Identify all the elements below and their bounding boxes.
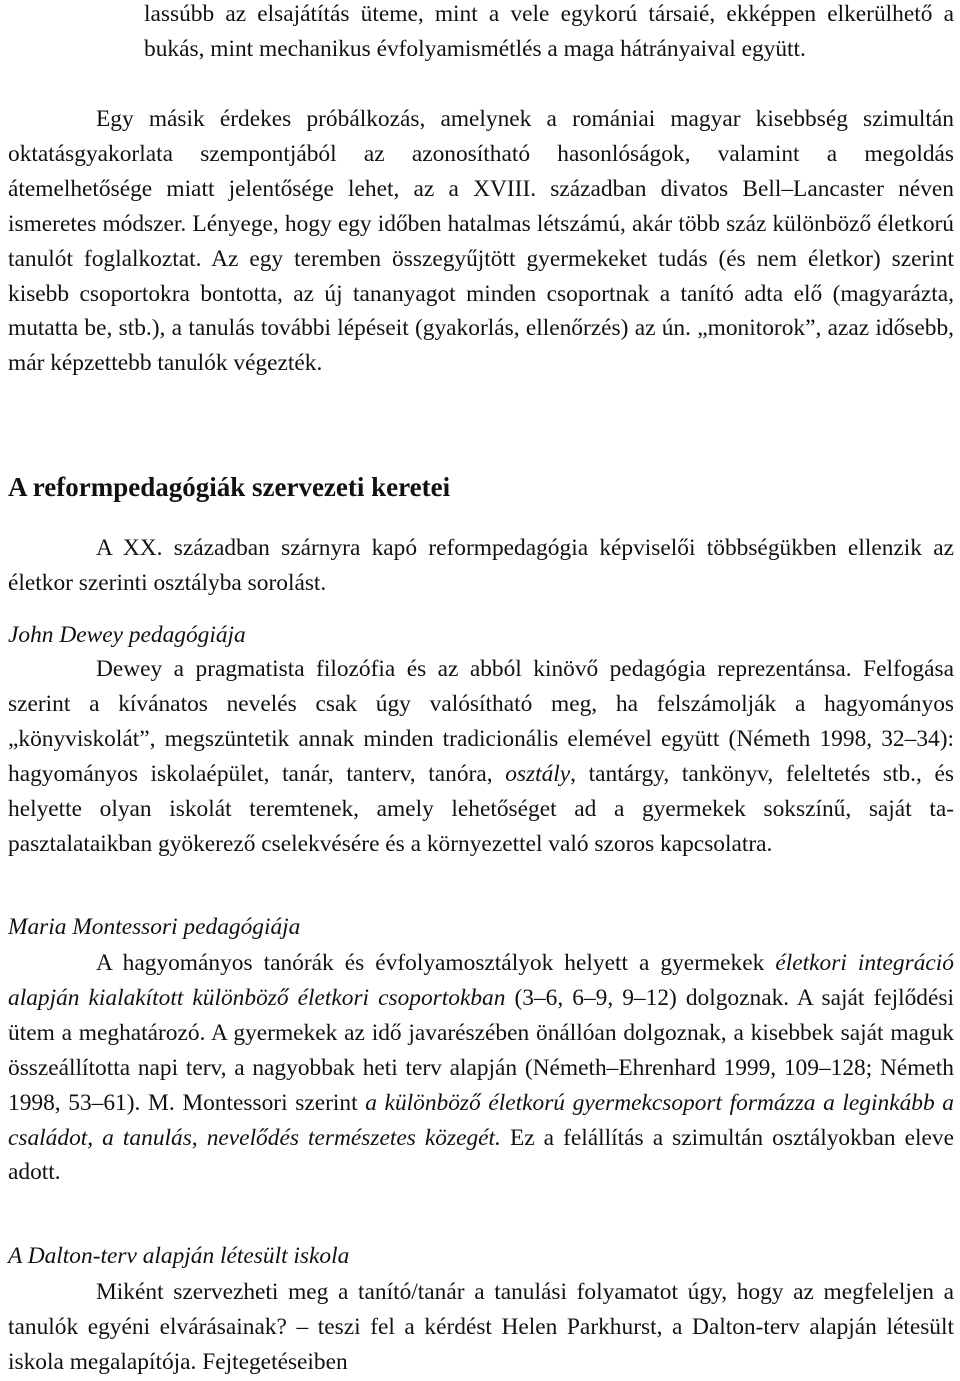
dewey-text-part2: , tantárgy, tankönyv, feleltetés stb., és helyette olyan iskolát teremtenek, amely lehetőséget ad a gyermekek sokszínű, saját tapasztalataikban gyökerező cselekvésére és a környezettel való szoros kapcsolatra. [8, 760, 954, 857]
paragraph-montessori [8, 946, 954, 1190]
montessori-text-part2: (3–6, 6–9, 9–12) dolgoznak. A saját fejlődési ütem a meghatározó. A gyermekek az idő javarészében önállóan dolgoznak, a kisebbek saját maguk összeállította napi terv, a nagyobbak heti terv alapján (Németh–Ehrenhard 1999, 109–128; Németh 1998, 53–61). M. Montessori szerint [8, 984, 954, 1116]
paragraph-dalton: Miként szervezheti meg a tanító/tanár a tanulási folyamatot úgy, hogy az megfeleljen a tanulók egyéni elvárásainak? – teszi fel a kérdést Helen Parkhurst, a Dalton-terv alapján létesült iskola megalapítója. Fejtegetéseiben [8, 1279, 954, 1375]
montessori-text-part1: A hagyományos tanórák és évfolyamosztályok helyett a gyermekek [96, 950, 776, 976]
paragraph-reform-intro: A XX. században szárnyra kapó reformpedagógia képviselői többségükben ellenzik az életkor szerinti osztályba sorolást. [8, 535, 954, 596]
dewey-text-emphasis: osztály [505, 760, 571, 787]
paragraph-bell-lancaster: Egy másik érdekes próbálkozás, amelynek a romániai magyar kisebbség szimultán oktatásgyakorlata szempontjából az azonosítható hasonlóságok, valamint a megoldás átemelhetősége miatt jelentősége lehet, az a XVIII. században divatos Bell–Lancaster néven ismeretes módszer. Lényege, hogy egy időben hatalmas létszámú, akár több száz különböző életkorú tanulót foglalkoztat. Az egy teremben összegyűjtött gyermekeket tudás (és nem életkor) szerint kisebb csoportokra bontotta, az új tananyagot minden csoportnak a tanító adta elő (magyarázta, mutatta be, stb.), a tanulás további lépéseit (gyakorlás, ellenőrzés) az ún. „monitorok”, azaz idősebb, már képzettebb tanulók végezték. [8, 106, 954, 377]
section-heading: A reformpedagógiák szervezeti keretei [8, 472, 451, 502]
montessori-text-emphasis1: életkori integráció alapján kialakított különböző életkori csoportokban [8, 950, 954, 1011]
paragraph-dewey [8, 652, 954, 861]
subheading-dewey: John Dewey pedagógiája [8, 622, 246, 648]
montessori-text-emphasis2: a különböző életkorú gyermekcsoport formázza a leginkább a családot, a tanulás, nevelődés természetes közegét. [8, 1089, 955, 1151]
subheading-montessori: Maria Montessori pedagógiája [8, 914, 301, 940]
subheading-dalton: A Dalton-terv alapján létesült iskola [8, 1243, 350, 1269]
montessori-text-part3: Ez a felállítás a szimultán osztályokban eleve adott. [8, 1124, 954, 1186]
dewey-text-part1: Dewey a pragmatista filozófia és az abból kinövő pedagógia reprezentánsa. Felfogása szerint a kívánatos nevelés csak úgy valósítható meg, ha felszámolják a hagyományos „könyviskolát”, megszüntetik annak minden tradicionális elemével együtt (Németh 1998, 32–34): hagyományos iskolaépület, tanár, tanterv, tanóra, [8, 656, 954, 787]
paragraph-continuation: lassúbb az elsajátítás üteme, mint a vele egykorú társaié, ekképpen elkerülhető a bukás, mint mechanikus évfolyamismétlés a maga hátrányaival együtt. [144, 1, 954, 62]
